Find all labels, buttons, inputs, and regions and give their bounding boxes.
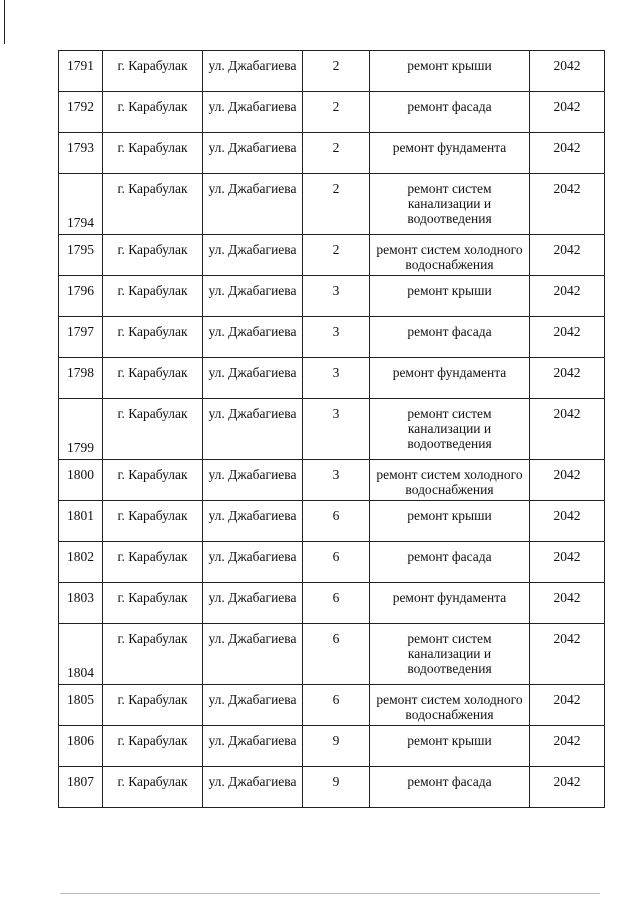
work-type-cell: ремонт систем холодного водоснабжения [370,685,530,726]
house-number-cell: 3 [303,460,370,501]
year-cell: 2042 [530,624,605,685]
city-cell: г. Карабулак [103,767,203,808]
table-row [59,92,605,133]
work-type-cell: ремонт систем холодного водоснабжения [370,460,530,501]
house-number-cell: 2 [303,174,370,235]
year-cell: 2042 [530,399,605,460]
house-number-cell: 6 [303,501,370,542]
house-number-cell: 9 [303,726,370,767]
work-type-cell: ремонт фундамента [370,358,530,399]
table-row [59,51,605,92]
street-cell: ул. Джабагиева [203,174,303,235]
street-cell: ул. Джабагиева [203,726,303,767]
street-cell: ул. Джабагиева [203,235,303,276]
year-cell: 2042 [530,726,605,767]
street-cell: ул. Джабагиева [203,133,303,174]
work-type-cell: ремонт систем канализации и водоотведения [370,399,530,460]
house-number-cell: 6 [303,624,370,685]
table-row [59,276,605,317]
year-cell: 2042 [530,51,605,92]
work-type-cell: ремонт фундамента [370,583,530,624]
year-cell: 2042 [530,767,605,808]
year-cell: 2042 [530,460,605,501]
city-cell: г. Карабулак [103,276,203,317]
house-number-cell: 3 [303,317,370,358]
row-number-cell: 1804 [59,624,103,685]
city-cell: г. Карабулак [103,51,203,92]
city-cell: г. Карабулак [103,133,203,174]
street-cell: ул. Джабагиева [203,501,303,542]
house-number-cell: 3 [303,358,370,399]
row-number-cell: 1802 [59,542,103,583]
table-row [59,542,605,583]
work-type-cell: ремонт систем канализации и водоотведения [370,174,530,235]
work-type-cell: ремонт фасада [370,317,530,358]
street-cell: ул. Джабагиева [203,685,303,726]
scan-edge-line [4,0,5,44]
work-type-cell: ремонт крыши [370,51,530,92]
row-number-cell: 1791 [59,51,103,92]
street-cell: ул. Джабагиева [203,358,303,399]
table-row [59,726,605,767]
table-row [59,583,605,624]
city-cell: г. Карабулак [103,726,203,767]
work-type-cell: ремонт крыши [370,276,530,317]
page-bottom-line [60,893,600,894]
year-cell: 2042 [530,133,605,174]
work-type-cell: ремонт фасада [370,767,530,808]
street-cell: ул. Джабагиева [203,317,303,358]
city-cell: г. Карабулак [103,399,203,460]
city-cell: г. Карабулак [103,685,203,726]
city-cell: г. Карабулак [103,92,203,133]
year-cell: 2042 [530,583,605,624]
street-cell: ул. Джабагиева [203,276,303,317]
row-number-cell: 1793 [59,133,103,174]
street-cell: ул. Джабагиева [203,460,303,501]
city-cell: г. Карабулак [103,174,203,235]
row-number-cell: 1806 [59,726,103,767]
city-cell: г. Карабулак [103,358,203,399]
row-number-cell: 1805 [59,685,103,726]
table-row [59,133,605,174]
city-cell: г. Карабулак [103,460,203,501]
year-cell: 2042 [530,317,605,358]
house-number-cell: 6 [303,685,370,726]
table-row [59,399,605,460]
house-number-cell: 2 [303,235,370,276]
street-cell: ул. Джабагиева [203,92,303,133]
year-cell: 2042 [530,358,605,399]
house-number-cell: 2 [303,133,370,174]
year-cell: 2042 [530,235,605,276]
house-number-cell: 9 [303,767,370,808]
work-type-cell: ремонт крыши [370,501,530,542]
row-number-cell: 1794 [59,174,103,235]
house-number-cell: 3 [303,399,370,460]
work-type-cell: ремонт фасада [370,92,530,133]
street-cell: ул. Джабагиева [203,583,303,624]
row-number-cell: 1800 [59,460,103,501]
row-number-cell: 1799 [59,399,103,460]
table-row [59,767,605,808]
year-cell: 2042 [530,276,605,317]
table-row [59,174,605,235]
row-number-cell: 1803 [59,583,103,624]
street-cell: ул. Джабагиева [203,542,303,583]
city-cell: г. Карабулак [103,542,203,583]
work-type-cell: ремонт фасада [370,542,530,583]
city-cell: г. Карабулак [103,624,203,685]
row-number-cell: 1796 [59,276,103,317]
street-cell: ул. Джабагиева [203,399,303,460]
row-number-cell: 1801 [59,501,103,542]
table-row [59,460,605,501]
house-number-cell: 6 [303,542,370,583]
street-cell: ул. Джабагиева [203,767,303,808]
street-cell: ул. Джабагиева [203,624,303,685]
table-row [59,501,605,542]
table-row [59,358,605,399]
house-number-cell: 2 [303,51,370,92]
work-type-cell: ремонт фундамента [370,133,530,174]
table-row [59,317,605,358]
row-number-cell: 1792 [59,92,103,133]
street-cell: ул. Джабагиева [203,51,303,92]
year-cell: 2042 [530,685,605,726]
year-cell: 2042 [530,501,605,542]
year-cell: 2042 [530,542,605,583]
table-row [59,235,605,276]
row-number-cell: 1795 [59,235,103,276]
row-number-cell: 1797 [59,317,103,358]
city-cell: г. Карабулак [103,583,203,624]
work-type-cell: ремонт систем канализации и водоотведения [370,624,530,685]
work-type-cell: ремонт крыши [370,726,530,767]
house-number-cell: 2 [303,92,370,133]
year-cell: 2042 [530,174,605,235]
row-number-cell: 1807 [59,767,103,808]
repair-schedule-table [58,50,605,808]
table-body [59,51,605,808]
year-cell: 2042 [530,92,605,133]
city-cell: г. Карабулак [103,317,203,358]
row-number-cell: 1798 [59,358,103,399]
work-type-cell: ремонт систем холодного водоснабжения [370,235,530,276]
house-number-cell: 3 [303,276,370,317]
table-row [59,685,605,726]
house-number-cell: 6 [303,583,370,624]
city-cell: г. Карабулак [103,501,203,542]
table-row [59,624,605,685]
city-cell: г. Карабулак [103,235,203,276]
